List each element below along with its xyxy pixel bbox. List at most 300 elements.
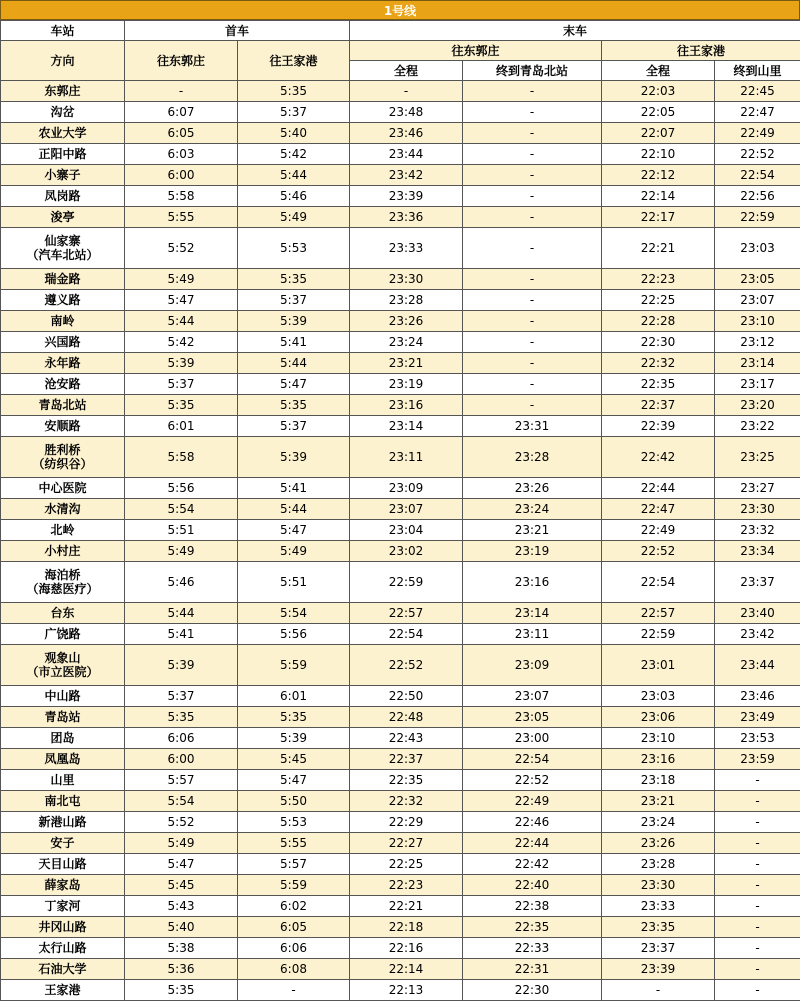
first-to-dongguozhuang-time: 5:40 — [125, 917, 238, 938]
first-to-wangjiagang-time: 5:47 — [238, 374, 350, 395]
first-to-dongguozhuang-time: 5:35 — [125, 980, 238, 1001]
last-wjg-full-time: 23:16 — [602, 749, 715, 770]
last-wjg-shanli-time: 22:56 — [715, 186, 800, 207]
last-wjg-shanli-time: - — [715, 854, 800, 875]
last-wjg-shanli-time: 23:32 — [715, 520, 800, 541]
station-label: 浚亭 — [1, 210, 124, 224]
last-wjg-full-time: 22:25 — [602, 290, 715, 311]
first-to-wangjiagang-time: 5:47 — [238, 770, 350, 791]
last-dgz-full-time: 22:37 — [350, 749, 463, 770]
last-wjg-shanli-time: - — [715, 959, 800, 980]
last-wjg-full-time: 22:30 — [602, 332, 715, 353]
first-to-dongguozhuang-time: 5:57 — [125, 770, 238, 791]
first-to-wangjiagang-time: 5:44 — [238, 353, 350, 374]
first-to-wangjiagang-time: 6:02 — [238, 896, 350, 917]
last-dgz-full-time: 22:50 — [350, 686, 463, 707]
first-to-wangjiagang-time: 5:56 — [238, 624, 350, 645]
first-to-wangjiagang-time: 5:35 — [238, 269, 350, 290]
last-dgz-full-time: 22:35 — [350, 770, 463, 791]
last-wjg-shanli-time: 23:03 — [715, 228, 800, 269]
table-row — [1, 395, 800, 416]
last-dgz-full-time: 22:32 — [350, 791, 463, 812]
last-wjg-shanli-time: 23:46 — [715, 686, 800, 707]
station-name — [1, 332, 125, 353]
station-label: 青岛北站 — [1, 398, 124, 412]
station-name — [1, 102, 125, 123]
station-label: 小村庄 — [1, 544, 124, 558]
last-wjg-full-time: 22:05 — [602, 102, 715, 123]
station-label: 永年路 — [1, 356, 124, 370]
first-to-dongguozhuang-time: 5:49 — [125, 269, 238, 290]
first-to-dongguozhuang-time: 5:44 — [125, 603, 238, 624]
last-dgz-full-time: 23:16 — [350, 395, 463, 416]
table-row — [1, 980, 800, 1001]
station-label: 水清沟 — [1, 502, 124, 516]
station-name — [1, 938, 125, 959]
station-label: 新港山路 — [1, 815, 124, 829]
header-first-to-wangjiagang: 往王家港 — [238, 41, 350, 81]
table-row — [1, 290, 800, 311]
table-row — [1, 833, 800, 854]
last-dgz-full-time: 23:07 — [350, 499, 463, 520]
last-wjg-full-time: 23:10 — [602, 728, 715, 749]
table-row — [1, 812, 800, 833]
first-to-wangjiagang-time: 5:41 — [238, 332, 350, 353]
station-name — [1, 228, 125, 269]
last-wjg-full-time: 22:37 — [602, 395, 715, 416]
last-dgz-full-time: 23:14 — [350, 416, 463, 437]
last-wjg-full-time: 22:14 — [602, 186, 715, 207]
first-to-dongguozhuang-time: 6:06 — [125, 728, 238, 749]
last-wjg-shanli-time: 23:40 — [715, 603, 800, 624]
station-label: 天目山路 — [1, 857, 124, 871]
last-dgz-qingdaobei-time: 22:46 — [463, 812, 602, 833]
station-label: 东郭庄 — [1, 84, 124, 98]
station-label: 胜利桥 — [1, 443, 124, 457]
table-row — [1, 207, 800, 228]
station-name — [1, 311, 125, 332]
header-last-to-wangjiagang: 往王家港 — [602, 41, 800, 61]
first-to-wangjiagang-time: 5:46 — [238, 186, 350, 207]
last-dgz-full-time: 23:24 — [350, 332, 463, 353]
first-to-wangjiagang-time: 5:39 — [238, 311, 350, 332]
last-dgz-qingdaobei-time: - — [463, 207, 602, 228]
last-dgz-full-time: 22:23 — [350, 875, 463, 896]
table-row — [1, 165, 800, 186]
last-wjg-full-time: 22:28 — [602, 311, 715, 332]
station-name — [1, 416, 125, 437]
station-label: 农业大学 — [1, 126, 124, 140]
first-to-wangjiagang-time: 5:42 — [238, 144, 350, 165]
last-wjg-shanli-time: 22:47 — [715, 102, 800, 123]
table-row — [1, 123, 800, 144]
first-to-dongguozhuang-time: 5:39 — [125, 645, 238, 686]
header-full-route: 全程 — [350, 61, 463, 81]
last-wjg-shanli-time: - — [715, 980, 800, 1001]
last-dgz-qingdaobei-time: 22:33 — [463, 938, 602, 959]
last-dgz-qingdaobei-time: 22:35 — [463, 917, 602, 938]
last-wjg-shanli-time: 23:49 — [715, 707, 800, 728]
table-row — [1, 749, 800, 770]
station-label: 海泊桥 — [1, 568, 124, 582]
last-wjg-shanli-time: 23:42 — [715, 624, 800, 645]
table-row — [1, 416, 800, 437]
last-dgz-full-time: 22:18 — [350, 917, 463, 938]
last-wjg-full-time: 22:12 — [602, 165, 715, 186]
last-dgz-full-time: 22:29 — [350, 812, 463, 833]
last-wjg-full-time: 23:37 — [602, 938, 715, 959]
first-to-dongguozhuang-time: 5:39 — [125, 353, 238, 374]
last-wjg-full-time: 22:35 — [602, 374, 715, 395]
station-label: 沧安路 — [1, 377, 124, 391]
last-dgz-qingdaobei-time: 23:05 — [463, 707, 602, 728]
table-row — [1, 144, 800, 165]
last-dgz-qingdaobei-time: - — [463, 165, 602, 186]
first-to-dongguozhuang-time: 5:54 — [125, 499, 238, 520]
last-dgz-qingdaobei-time: 23:14 — [463, 603, 602, 624]
first-to-dongguozhuang-time: 5:55 — [125, 207, 238, 228]
station-name — [1, 812, 125, 833]
station-label: 丁家河 — [1, 899, 124, 913]
first-to-dongguozhuang-time: 5:56 — [125, 478, 238, 499]
last-dgz-qingdaobei-time: 22:54 — [463, 749, 602, 770]
last-dgz-full-time: 23:28 — [350, 290, 463, 311]
last-dgz-qingdaobei-time: - — [463, 269, 602, 290]
header-last-to-dongguozhuang: 往东郭庄 — [350, 41, 602, 61]
station-name — [1, 541, 125, 562]
first-to-dongguozhuang-time: 6:05 — [125, 123, 238, 144]
first-to-dongguozhuang-time: 5:52 — [125, 812, 238, 833]
first-to-dongguozhuang-time: 5:38 — [125, 938, 238, 959]
last-wjg-full-time: 22:32 — [602, 353, 715, 374]
last-wjg-shanli-time: 23:10 — [715, 311, 800, 332]
table-row — [1, 896, 800, 917]
table-row — [1, 917, 800, 938]
last-wjg-full-time: 22:17 — [602, 207, 715, 228]
station-name — [1, 81, 125, 102]
station-label: 正阳中路 — [1, 147, 124, 161]
last-dgz-qingdaobei-time: 22:31 — [463, 959, 602, 980]
station-sublabel: （市立医院） — [1, 665, 124, 679]
last-wjg-shanli-time: - — [715, 770, 800, 791]
last-wjg-full-time: 23:18 — [602, 770, 715, 791]
first-to-dongguozhuang-time: 5:45 — [125, 875, 238, 896]
first-to-dongguozhuang-time: 5:47 — [125, 290, 238, 311]
first-to-wangjiagang-time: 5:44 — [238, 499, 350, 520]
last-dgz-qingdaobei-time: - — [463, 228, 602, 269]
station-name — [1, 269, 125, 290]
last-wjg-full-time: 23:35 — [602, 917, 715, 938]
table-row — [1, 707, 800, 728]
last-dgz-full-time: 23:46 — [350, 123, 463, 144]
first-to-wangjiagang-time: 5:37 — [238, 416, 350, 437]
first-to-dongguozhuang-time: 5:54 — [125, 791, 238, 812]
last-wjg-shanli-time: - — [715, 938, 800, 959]
station-label: 台东 — [1, 606, 124, 620]
last-wjg-full-time: 23:24 — [602, 812, 715, 833]
last-wjg-shanli-time: 23:37 — [715, 562, 800, 603]
station-name — [1, 980, 125, 1001]
header-station: 车站 — [1, 21, 125, 41]
station-label: 小寨子 — [1, 168, 124, 182]
first-to-wangjiagang-time: 5:35 — [238, 81, 350, 102]
last-wjg-shanli-time: 22:54 — [715, 165, 800, 186]
last-dgz-qingdaobei-time: - — [463, 123, 602, 144]
first-to-wangjiagang-time: 6:05 — [238, 917, 350, 938]
last-dgz-qingdaobei-time: 23:16 — [463, 562, 602, 603]
last-dgz-qingdaobei-time: 23:21 — [463, 520, 602, 541]
station-name — [1, 207, 125, 228]
first-to-wangjiagang-time: 5:49 — [238, 207, 350, 228]
last-dgz-qingdaobei-time: - — [463, 144, 602, 165]
first-to-wangjiagang-time: 5:47 — [238, 520, 350, 541]
station-name — [1, 749, 125, 770]
first-to-dongguozhuang-time: 5:36 — [125, 959, 238, 980]
table-row — [1, 624, 800, 645]
table-row — [1, 541, 800, 562]
station-label: 南北屯 — [1, 794, 124, 808]
header-first-train: 首车 — [125, 21, 350, 41]
station-name — [1, 520, 125, 541]
last-wjg-full-time: 22:23 — [602, 269, 715, 290]
first-to-dongguozhuang-time: 6:01 — [125, 416, 238, 437]
first-to-wangjiagang-time: 5:59 — [238, 645, 350, 686]
station-name — [1, 875, 125, 896]
last-wjg-full-time: 22:39 — [602, 416, 715, 437]
last-wjg-shanli-time: 23:53 — [715, 728, 800, 749]
table-row — [1, 938, 800, 959]
station-label: 南岭 — [1, 314, 124, 328]
station-name — [1, 896, 125, 917]
last-wjg-full-time: 22:47 — [602, 499, 715, 520]
last-wjg-shanli-time: 23:44 — [715, 645, 800, 686]
first-to-wangjiagang-time: 6:08 — [238, 959, 350, 980]
last-wjg-shanli-time: 23:05 — [715, 269, 800, 290]
station-label: 兴国路 — [1, 335, 124, 349]
table-row — [1, 645, 800, 686]
last-dgz-full-time: 23:04 — [350, 520, 463, 541]
last-dgz-full-time: 22:43 — [350, 728, 463, 749]
station-name — [1, 728, 125, 749]
last-wjg-full-time: 22:59 — [602, 624, 715, 645]
first-to-dongguozhuang-time: 5:35 — [125, 395, 238, 416]
first-to-dongguozhuang-time: 5:58 — [125, 437, 238, 478]
station-label: 遵义路 — [1, 293, 124, 307]
first-to-wangjiagang-time: 5:35 — [238, 395, 350, 416]
last-wjg-shanli-time: 23:27 — [715, 478, 800, 499]
last-dgz-qingdaobei-time: 22:52 — [463, 770, 602, 791]
last-wjg-full-time: 22:10 — [602, 144, 715, 165]
header-direction: 方向 — [1, 41, 125, 81]
last-wjg-full-time: 23:33 — [602, 896, 715, 917]
station-name — [1, 123, 125, 144]
last-dgz-qingdaobei-time: 22:40 — [463, 875, 602, 896]
table-row — [1, 269, 800, 290]
first-to-wangjiagang-time: 5:35 — [238, 707, 350, 728]
first-to-dongguozhuang-time: 5:43 — [125, 896, 238, 917]
last-dgz-full-time: 22:54 — [350, 624, 463, 645]
first-to-wangjiagang-time: 5:54 — [238, 603, 350, 624]
table-row — [1, 520, 800, 541]
first-to-wangjiagang-time: 5:39 — [238, 437, 350, 478]
last-wjg-shanli-time: 23:22 — [715, 416, 800, 437]
last-dgz-qingdaobei-time: - — [463, 353, 602, 374]
header-to-shanli: 终到山里 — [715, 61, 800, 81]
station-label: 井冈山路 — [1, 920, 124, 934]
last-wjg-full-time: 22:03 — [602, 81, 715, 102]
station-name — [1, 144, 125, 165]
last-wjg-shanli-time: 23:07 — [715, 290, 800, 311]
last-dgz-qingdaobei-time: 23:24 — [463, 499, 602, 520]
station-label: 青岛站 — [1, 710, 124, 724]
first-to-wangjiagang-time: 5:37 — [238, 102, 350, 123]
first-to-wangjiagang-time: 5:40 — [238, 123, 350, 144]
last-wjg-full-time: 22:21 — [602, 228, 715, 269]
station-name — [1, 437, 125, 478]
timetable-body — [1, 81, 800, 1001]
station-label: 石油大学 — [1, 962, 124, 976]
last-dgz-qingdaobei-time: - — [463, 290, 602, 311]
station-label: 中山路 — [1, 689, 124, 703]
station-name — [1, 854, 125, 875]
last-wjg-full-time: - — [602, 980, 715, 1001]
station-name — [1, 374, 125, 395]
last-dgz-full-time: 22:57 — [350, 603, 463, 624]
first-to-dongguozhuang-time: - — [125, 81, 238, 102]
last-dgz-full-time: 23:19 — [350, 374, 463, 395]
table-row — [1, 311, 800, 332]
station-sublabel: （纺织谷） — [1, 457, 124, 471]
last-dgz-qingdaobei-time: - — [463, 81, 602, 102]
last-dgz-qingdaobei-time: 23:28 — [463, 437, 602, 478]
last-dgz-full-time: 23:48 — [350, 102, 463, 123]
last-dgz-full-time: 23:33 — [350, 228, 463, 269]
station-label: 观象山 — [1, 651, 124, 665]
station-name — [1, 770, 125, 791]
first-to-wangjiagang-time: - — [238, 980, 350, 1001]
table-row — [1, 353, 800, 374]
table-row — [1, 686, 800, 707]
last-dgz-qingdaobei-time: 23:00 — [463, 728, 602, 749]
last-dgz-full-time: 23:39 — [350, 186, 463, 207]
first-to-wangjiagang-time: 5:37 — [238, 290, 350, 311]
timetable — [0, 20, 800, 1001]
station-label: 凤凰岛 — [1, 752, 124, 766]
table-row — [1, 770, 800, 791]
last-wjg-full-time: 23:01 — [602, 645, 715, 686]
last-dgz-full-time: 23:21 — [350, 353, 463, 374]
first-to-dongguozhuang-time: 5:58 — [125, 186, 238, 207]
last-dgz-qingdaobei-time: 23:31 — [463, 416, 602, 437]
last-wjg-shanli-time: 23:12 — [715, 332, 800, 353]
last-wjg-full-time: 22:57 — [602, 603, 715, 624]
first-to-dongguozhuang-time: 6:03 — [125, 144, 238, 165]
last-wjg-shanli-time: 22:45 — [715, 81, 800, 102]
first-to-dongguozhuang-time: 6:07 — [125, 102, 238, 123]
table-row — [1, 81, 800, 102]
last-wjg-shanli-time: - — [715, 875, 800, 896]
header-to-qingdaobei: 终到青岛北站 — [463, 61, 602, 81]
last-wjg-full-time: 23:21 — [602, 791, 715, 812]
last-wjg-shanli-time: 23:14 — [715, 353, 800, 374]
table-row — [1, 478, 800, 499]
station-sublabel: （汽车北站） — [1, 248, 124, 262]
first-to-dongguozhuang-time: 5:35 — [125, 707, 238, 728]
last-wjg-shanli-time: 22:52 — [715, 144, 800, 165]
station-name — [1, 959, 125, 980]
table-row — [1, 875, 800, 896]
last-dgz-full-time: 22:27 — [350, 833, 463, 854]
last-dgz-qingdaobei-time: - — [463, 186, 602, 207]
last-dgz-full-time: 23:30 — [350, 269, 463, 290]
last-wjg-shanli-time: - — [715, 917, 800, 938]
last-wjg-full-time: 22:52 — [602, 541, 715, 562]
last-wjg-shanli-time: 22:59 — [715, 207, 800, 228]
table-row — [1, 102, 800, 123]
last-dgz-qingdaobei-time: 23:07 — [463, 686, 602, 707]
station-name — [1, 499, 125, 520]
last-dgz-qingdaobei-time: - — [463, 374, 602, 395]
last-dgz-full-time: 22:21 — [350, 896, 463, 917]
last-dgz-full-time: 23:36 — [350, 207, 463, 228]
first-to-dongguozhuang-time: 5:46 — [125, 562, 238, 603]
last-dgz-qingdaobei-time: 23:19 — [463, 541, 602, 562]
first-to-dongguozhuang-time: 6:00 — [125, 165, 238, 186]
station-name — [1, 478, 125, 499]
last-dgz-qingdaobei-time: 23:26 — [463, 478, 602, 499]
first-to-dongguozhuang-time: 5:37 — [125, 374, 238, 395]
table-row — [1, 332, 800, 353]
station-name — [1, 707, 125, 728]
first-to-wangjiagang-time: 5:55 — [238, 833, 350, 854]
station-name — [1, 917, 125, 938]
last-wjg-full-time: 22:44 — [602, 478, 715, 499]
line-title: 1号线 — [0, 0, 800, 20]
last-dgz-full-time: 22:48 — [350, 707, 463, 728]
table-row — [1, 228, 800, 269]
last-dgz-full-time: 23:09 — [350, 478, 463, 499]
last-wjg-shanli-time: 23:20 — [715, 395, 800, 416]
last-dgz-qingdaobei-time: 23:09 — [463, 645, 602, 686]
station-label: 中心医院 — [1, 481, 124, 495]
last-dgz-qingdaobei-time: 22:49 — [463, 791, 602, 812]
last-dgz-full-time: 22:13 — [350, 980, 463, 1001]
last-dgz-qingdaobei-time: - — [463, 332, 602, 353]
last-wjg-full-time: 22:54 — [602, 562, 715, 603]
station-name — [1, 833, 125, 854]
last-dgz-qingdaobei-time: 22:42 — [463, 854, 602, 875]
station-label: 沟岔 — [1, 105, 124, 119]
first-to-wangjiagang-time: 5:51 — [238, 562, 350, 603]
first-to-dongguozhuang-time: 6:00 — [125, 749, 238, 770]
station-label: 瑞金路 — [1, 272, 124, 286]
last-wjg-shanli-time: - — [715, 812, 800, 833]
station-name — [1, 562, 125, 603]
table-row — [1, 603, 800, 624]
first-to-dongguozhuang-time: 5:37 — [125, 686, 238, 707]
table-row — [1, 562, 800, 603]
last-wjg-full-time: 22:42 — [602, 437, 715, 478]
station-name — [1, 686, 125, 707]
last-wjg-shanli-time: - — [715, 833, 800, 854]
first-to-dongguozhuang-time: 5:51 — [125, 520, 238, 541]
table-row — [1, 186, 800, 207]
station-label: 广饶路 — [1, 627, 124, 641]
first-to-wangjiagang-time: 5:53 — [238, 228, 350, 269]
header-first-to-dongguozhuang: 往东郭庄 — [125, 41, 238, 81]
first-to-wangjiagang-time: 5:39 — [238, 728, 350, 749]
table-row — [1, 437, 800, 478]
